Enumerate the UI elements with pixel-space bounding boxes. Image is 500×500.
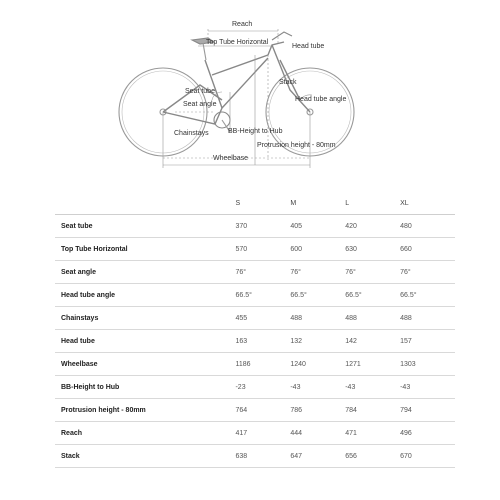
bike-geometry-diagram xyxy=(0,0,500,175)
bike-drawing xyxy=(119,32,354,156)
table-row xyxy=(55,215,455,238)
cell-value: 488 xyxy=(290,307,345,330)
cell-value: 471 xyxy=(345,422,400,445)
cell-value: 455 xyxy=(235,307,290,330)
cell-value: 444 xyxy=(290,422,345,445)
cell-value: 794 xyxy=(400,399,455,422)
cell-value: 784 xyxy=(345,399,400,422)
cell-value: -43 xyxy=(290,376,345,399)
label-head-tube-angle: Head tube angle xyxy=(295,96,347,103)
row-label: Seat tube xyxy=(55,215,235,238)
table-row xyxy=(55,284,455,307)
cell-value: 370 xyxy=(235,215,290,238)
table-row xyxy=(55,399,455,422)
row-label: Top Tube Horizontal xyxy=(55,238,235,261)
cell-value: 638 xyxy=(235,445,290,468)
cell-value: 488 xyxy=(345,307,400,330)
header-empty xyxy=(55,192,235,215)
cell-value: 417 xyxy=(235,422,290,445)
cell-value: 1186 xyxy=(235,353,290,376)
size-header-s: S xyxy=(235,192,290,215)
cell-value: -23 xyxy=(235,376,290,399)
row-label: BB-Height to Hub xyxy=(55,376,235,399)
cell-value: 764 xyxy=(235,399,290,422)
table-row xyxy=(55,422,455,445)
row-label: Seat angle xyxy=(55,261,235,284)
label-head-tube: Head tube xyxy=(292,43,325,50)
cell-value: 570 xyxy=(235,238,290,261)
label-bb-height-to-hub: BB-Height to Hub xyxy=(228,128,283,135)
table-row xyxy=(55,445,455,468)
cell-value: 157 xyxy=(400,330,455,353)
cell-value: 1303 xyxy=(400,353,455,376)
cell-value: 496 xyxy=(400,422,455,445)
cell-value: 600 xyxy=(290,238,345,261)
label-chainstays: Chainstays xyxy=(174,130,209,137)
cell-value: 670 xyxy=(400,445,455,468)
cell-value: 76° xyxy=(345,261,400,284)
cell-value: 1271 xyxy=(345,353,400,376)
cell-value: 786 xyxy=(290,399,345,422)
cell-value: 656 xyxy=(345,445,400,468)
cell-value: 76° xyxy=(400,261,455,284)
cell-value: 660 xyxy=(400,238,455,261)
cell-value: 163 xyxy=(235,330,290,353)
label-reach: Reach xyxy=(232,21,253,28)
cell-value: 76° xyxy=(235,261,290,284)
cell-value: -43 xyxy=(400,376,455,399)
row-label: Stack xyxy=(55,445,235,468)
table-row xyxy=(55,376,455,399)
label-stack: Stack xyxy=(279,79,297,86)
cell-value: 1240 xyxy=(290,353,345,376)
cell-value: 66.5° xyxy=(400,284,455,307)
label-seat-tube: Seat tube xyxy=(185,88,215,95)
cell-value: -43 xyxy=(345,376,400,399)
row-label: Chainstays xyxy=(55,307,235,330)
table-row xyxy=(55,353,455,376)
cell-value: 647 xyxy=(290,445,345,468)
row-label: Protrusion height - 80mm xyxy=(55,399,235,422)
size-header-m: M xyxy=(290,192,345,215)
row-label: Reach xyxy=(55,422,235,445)
cell-value: 480 xyxy=(400,215,455,238)
size-header-xl: XL xyxy=(400,192,455,215)
geometry-table xyxy=(55,192,455,468)
cell-value: 66.5° xyxy=(345,284,400,307)
cell-value: 132 xyxy=(290,330,345,353)
table-row xyxy=(55,330,455,353)
table-row xyxy=(55,238,455,261)
cell-value: 66.5° xyxy=(290,284,345,307)
label-protrusion-height: Protrusion height - 80mm xyxy=(257,142,336,149)
row-label: Head tube xyxy=(55,330,235,353)
cell-value: 66.5° xyxy=(235,284,290,307)
cell-value: 630 xyxy=(345,238,400,261)
cell-value: 420 xyxy=(345,215,400,238)
label-seat-angle: Seat angle xyxy=(183,101,217,108)
cell-value: 76° xyxy=(290,261,345,284)
cell-value: 405 xyxy=(290,215,345,238)
cell-value: 488 xyxy=(400,307,455,330)
label-wheelbase: Wheelbase xyxy=(213,155,249,162)
label-top-tube-horizontal: Top Tube Horizontal xyxy=(206,39,269,46)
table-header-row xyxy=(55,192,455,215)
size-header-l: L xyxy=(345,192,400,215)
row-label: Wheelbase xyxy=(55,353,235,376)
table-row xyxy=(55,307,455,330)
cell-value: 142 xyxy=(345,330,400,353)
table-row xyxy=(55,261,455,284)
row-label: Head tube angle xyxy=(55,284,235,307)
